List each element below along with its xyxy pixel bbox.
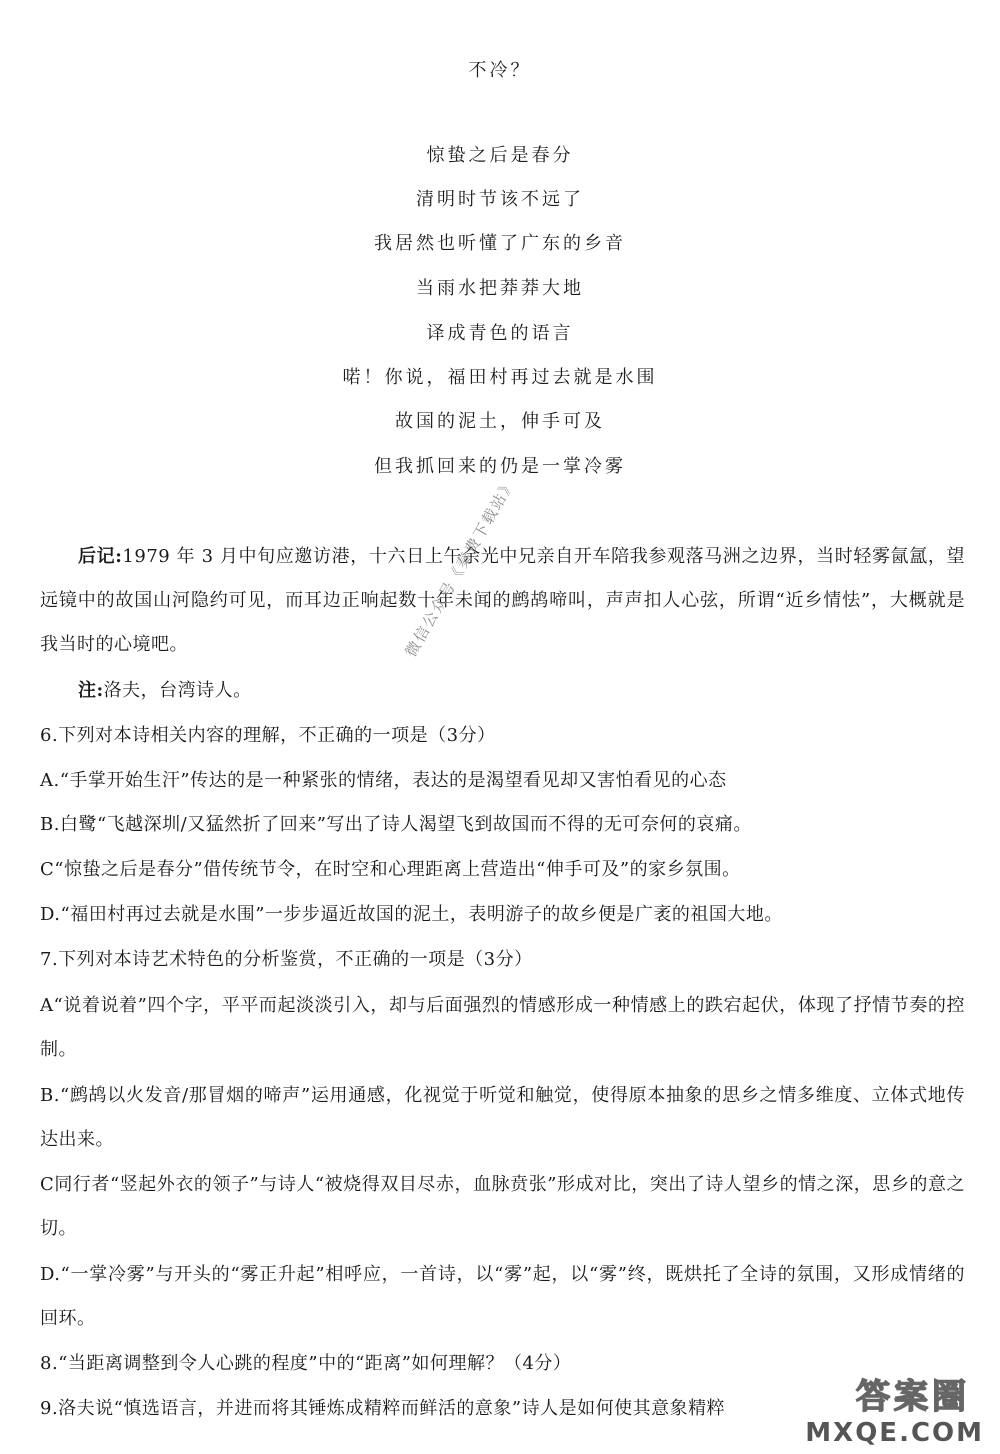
site-logo-cn: 答案圈: [856, 1377, 970, 1417]
site-logo-en: MXQE.COM: [805, 1418, 984, 1448]
question-6-option-a: A.“手掌开始生汗”传达的是一种紧张的情绪，表达的是渴望看见却又害怕看见的心态: [40, 770, 727, 791]
poem-line: 但我抓回来的仍是一掌冷雾: [374, 456, 626, 477]
question-6-option-b: B.白鹭“飞越深圳/又猛然折了回来”写出了诗人渴望飞到故国而不得的无可奈何的哀痛。: [40, 814, 752, 835]
note-paragraph: [40, 682, 965, 700]
postscript-text: 1979 年 3 月中旬应邀访港，十六日上午余光中兄亲自开车陪我参观落马洲之边界，当时轻雾氤氲，望远镜中的故国山河隐约可见，而耳边正响起数十年未闻的鹧鸪啼叫，声声扣人心弦，所谓“近乡情怯”，大概就是我当时的心境吧。: [40, 546, 966, 655]
question-7-option-d: D.“一掌冷雾”与开头的“雾正升起”相呼应，一首诗，以“雾”起，以“雾”终，既烘托了全诗的氛围，又形成情绪的回环。: [40, 1264, 965, 1329]
question-7-option-a: A“说着说着”四个字，平平而起淡淡引入，却与后面强烈的情感形成一种情感上的跌宕起伏，体现了抒情节奏的控制。: [40, 995, 965, 1060]
note-text: 洛夫，台湾诗人。: [103, 680, 252, 701]
poem-line: 我居然也听懂了广东的乡音: [374, 233, 626, 254]
watermark-text: 微信公众号《秦费下载站》: [401, 474, 520, 660]
question-6-option-c: C“惊蛰之后是春分”借传统节令，在时空和心理距离上营造出“伸手可及”的家乡氛围。: [40, 859, 741, 880]
poem-line: 译成青色的语言: [426, 323, 574, 344]
postscript-paragraph: [40, 535, 965, 667]
note-label: 注:: [78, 680, 104, 701]
poem-line: 当雨水把莽莽大地: [416, 278, 584, 299]
poem-line: 清明时节该不远了: [416, 189, 584, 210]
question-6-option-d: D.“福田村再过去就是水围”一步步逼近故国的泥土，表明游子的故乡便是广袤的祖国大地。: [40, 904, 783, 925]
question-7-option-b: B.“鹧鸪以火发音/那冒烟的啼声”运用通感，化视觉于听觉和触觉，使得原本抽象的思乡之情多维度、立体式地传达出来。: [40, 1085, 965, 1150]
poem-line: 故国的泥土，伸手可及: [395, 411, 605, 432]
poem-top-line: 不冷？: [468, 60, 532, 81]
question-7-option-c: C同行者“竖起外衣的领子”与诗人“被烧得双目尽赤，血脉贲张”形成对比，突出了诗人望乡的情之深，思乡的意之切。: [40, 1174, 965, 1239]
poem-line: 喏！你说，福田村再过去就是水围: [342, 367, 658, 388]
question-9: 9.洛夫说“慎选语言，并进而将其锤炼成精粹而鲜活的意象”诗人是如何使其意象精粹: [40, 1398, 726, 1419]
postscript-label: 后记:: [78, 546, 123, 567]
question-6-stem: 6.下列对本诗相关内容的理解，不正确的一项是（3分）: [40, 725, 496, 746]
question-8: 8.“当距离调整到令人心跳的程度”中的“距离”如何理解？（4分）: [40, 1353, 572, 1374]
poem-line: 惊蛰之后是春分: [426, 145, 574, 166]
question-7-stem: 7.下列对本诗艺术特色的分析鉴赏，不正确的一项是（3分）: [40, 949, 533, 970]
